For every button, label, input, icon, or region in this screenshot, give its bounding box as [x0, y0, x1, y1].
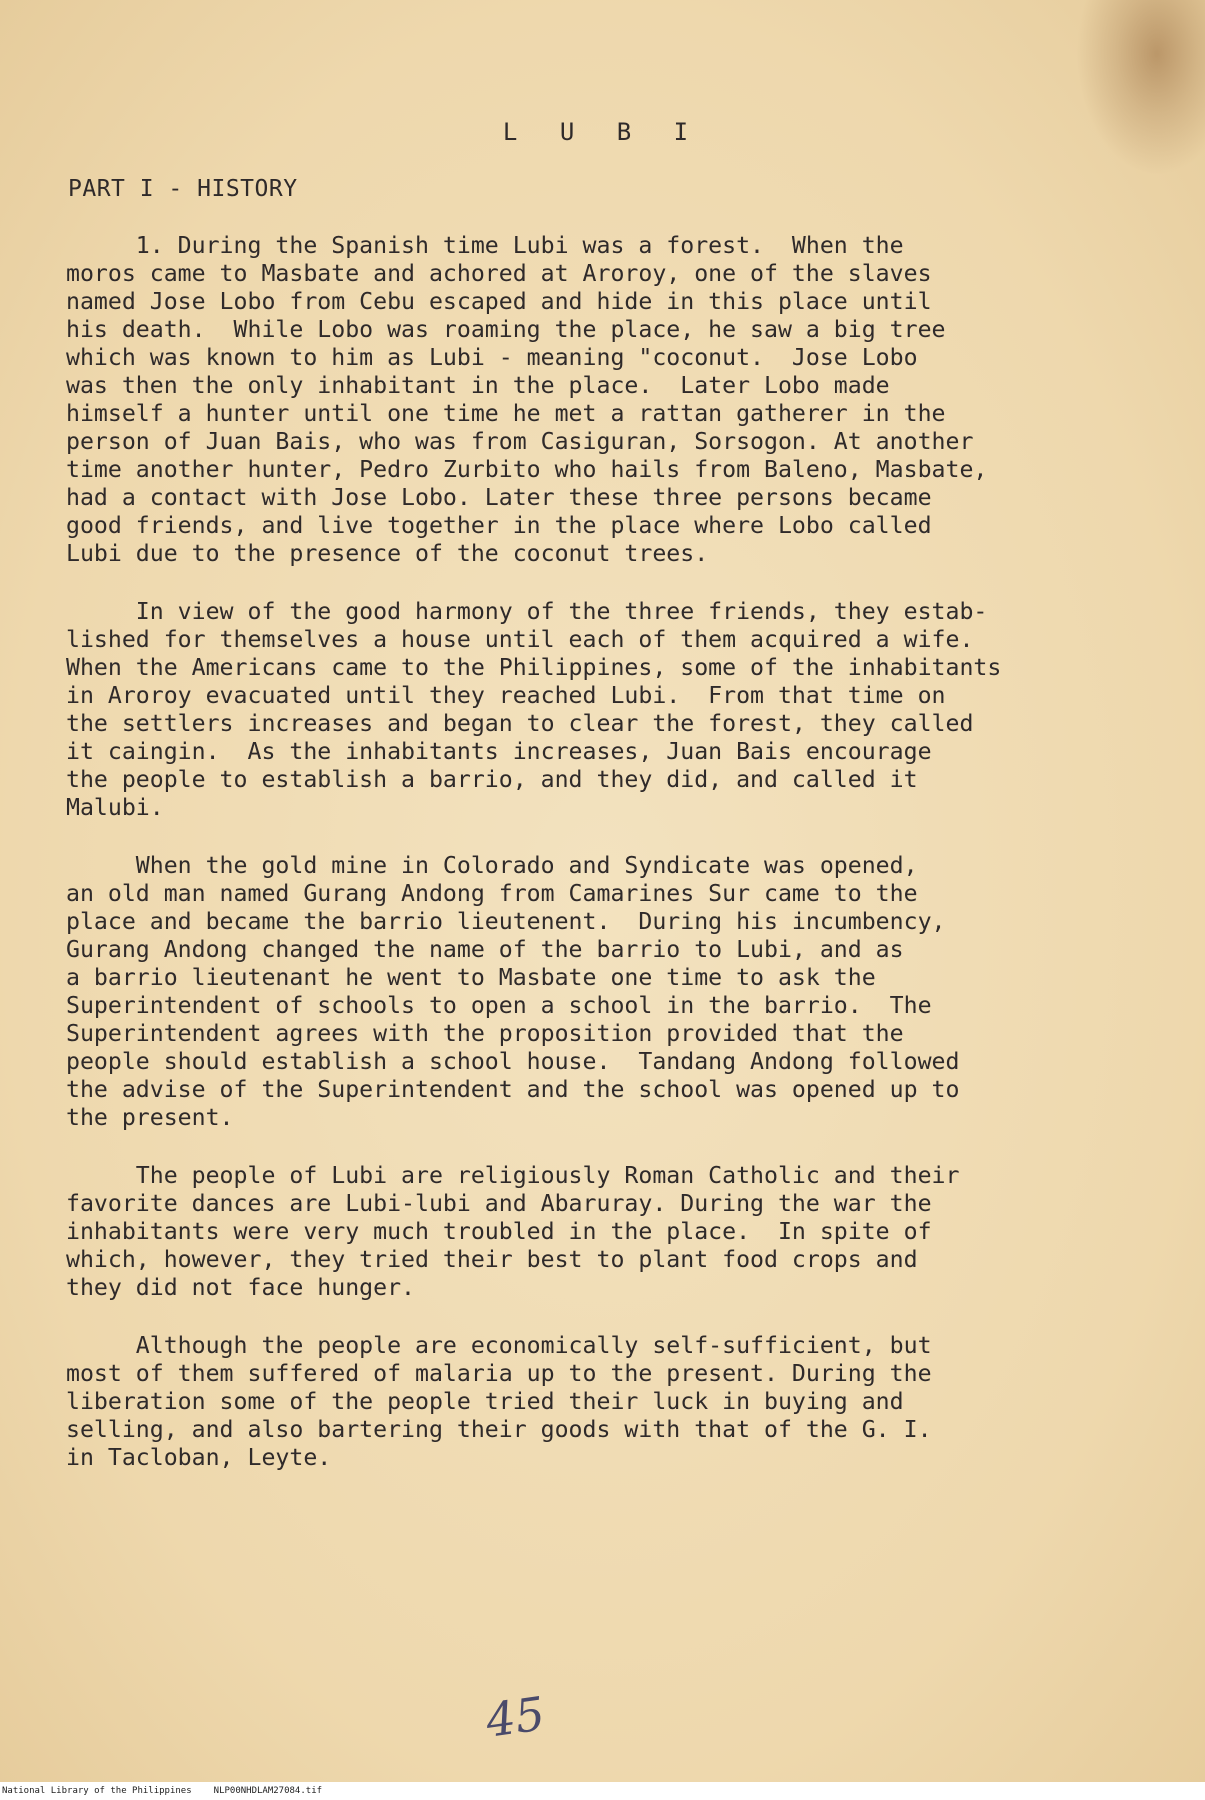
text-line: moros came to Masbate and achored at Aroroy, one of the slaves	[66, 260, 932, 287]
text-line: favorite dances are Lubi-lubi and Abaruray. During the war the	[66, 1190, 932, 1217]
text-line: good friends, and live together in the place where Lobo called	[66, 512, 932, 539]
text-line: lished for themselves a house until each of them acquired a wife.	[66, 626, 974, 653]
text-line: 1. During the Spanish time Lubi was a forest. When the	[66, 232, 904, 259]
text-line: himself a hunter until one time he met a rattan gatherer in the	[66, 400, 946, 427]
text-line: in Tacloban, Leyte.	[66, 1444, 332, 1471]
document-title: L U B I	[502, 118, 703, 146]
text-line: his death. While Lobo was roaming the place, he saw a big tree	[66, 316, 946, 343]
text-line: which, however, they tried their best to plant food crops and	[66, 1246, 918, 1273]
text-line: When the gold mine in Colorado and Syndicate was opened,	[66, 852, 918, 879]
text-line: the people to establish a barrio, and they did, and called it	[66, 766, 918, 793]
text-line: an old man named Gurang Andong from Camarines Sur came to the	[66, 880, 918, 907]
paragraph	[66, 598, 1176, 822]
text-line: The people of Lubi are religiously Roman Catholic and their	[66, 1162, 960, 1189]
paragraph	[66, 232, 1176, 568]
text-line: in Aroroy evacuated until they reached Lubi. From that time on	[66, 682, 946, 709]
text-line: they did not face hunger.	[66, 1274, 416, 1301]
text-line: place and became the barrio lieutenent. During his incumbency,	[66, 908, 946, 935]
paragraph	[66, 852, 1176, 1132]
text-line: Superintendent agrees with the proposition provided that the	[66, 1020, 904, 1047]
text-line: liberation some of the people tried their luck in buying and	[66, 1388, 904, 1415]
text-line: named Jose Lobo from Cebu escaped and hide in this place until	[66, 288, 932, 315]
text-line: the present.	[66, 1104, 234, 1131]
handwritten-page-number: 45	[482, 1686, 549, 1748]
text-line: time another hunter, Pedro Zurbito who hails from Baleno, Masbate,	[66, 456, 988, 483]
text-line: selling, and also bartering their goods with that of the G. I.	[66, 1416, 932, 1443]
text-line: the settlers increases and began to clear the forest, they called	[66, 710, 974, 737]
text-line: the advise of the Superintendent and the school was opened up to	[66, 1076, 960, 1103]
text-line: In view of the good harmony of the three friends, they estab-	[66, 598, 988, 625]
text-line: it caingin. As the inhabitants increases, Juan Bais encourage	[66, 738, 932, 765]
archive-footer	[0, 1782, 1205, 1800]
paragraph	[66, 1332, 1176, 1472]
text-line: a barrio lieutenant he went to Masbate one time to ask the	[66, 964, 876, 991]
text-line: Lubi due to the presence of the coconut trees.	[66, 540, 709, 567]
text-line: inhabitants were very much troubled in the place. In spite of	[66, 1218, 932, 1245]
text-line: people should establish a school house. Tandang Andong followed	[66, 1048, 960, 1075]
text-line: most of them suffered of malaria up to the present. During the	[66, 1360, 932, 1387]
text-line: Although the people are economically self-sufficient, but	[66, 1332, 932, 1359]
text-line: was then the only inhabitant in the place. Later Lobo made	[66, 372, 890, 399]
text-line: Malubi.	[66, 794, 164, 821]
text-line: had a contact with Jose Lobo. Later these three persons became	[66, 484, 932, 511]
text-line: which was known to him as Lubi - meaning "coconut. Jose Lobo	[66, 344, 918, 371]
text-line: Superintendent of schools to open a school in the barrio. The	[66, 992, 932, 1019]
section-heading: PART I - HISTORY	[68, 176, 298, 202]
paragraph	[66, 1162, 1176, 1302]
body-text	[66, 232, 1176, 1502]
text-line: person of Juan Bais, who was from Casiguran, Sorsogon. At another	[66, 428, 974, 455]
text-line: When the Americans came to the Philippines, some of the inhabitants	[66, 654, 1002, 681]
footer-library-name: National Library of the Philippines	[2, 1786, 192, 1796]
text-line: Gurang Andong changed the name of the barrio to Lubi, and as	[66, 936, 904, 963]
footer-file-id: NLP00NHDLAM27084.tif	[213, 1786, 323, 1796]
